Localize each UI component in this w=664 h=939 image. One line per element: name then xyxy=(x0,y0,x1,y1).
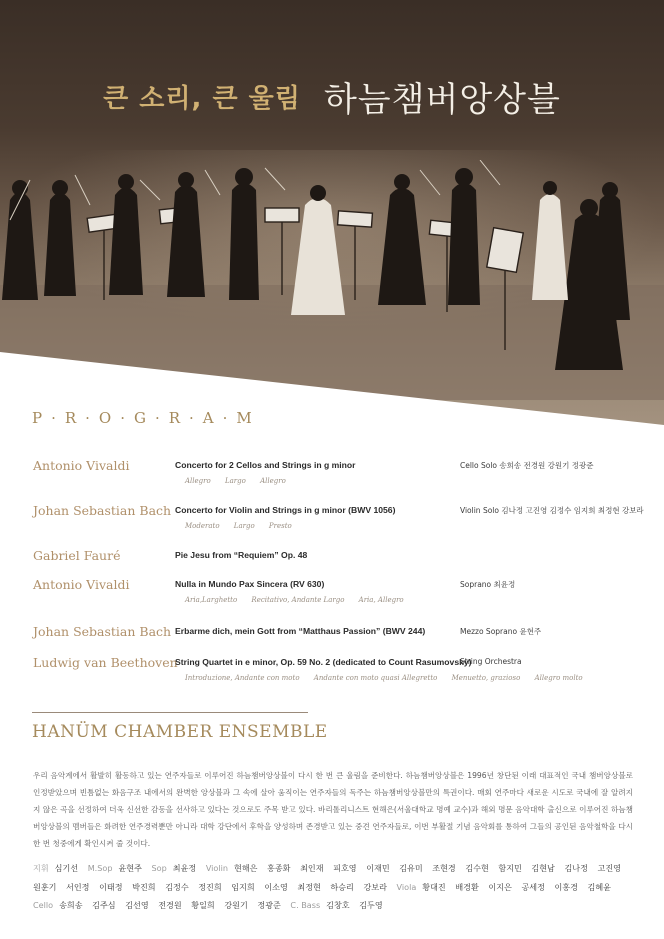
ensemble-name-ko: 하늠챔버앙상블 xyxy=(323,80,561,120)
movements xyxy=(185,522,304,530)
section-divider xyxy=(32,712,308,713)
roster-role-label: Violin xyxy=(205,863,228,873)
roster-member-name: 김주심 xyxy=(92,900,116,910)
roster-member-name: 현해은 xyxy=(234,863,258,873)
roster-member-name: 이태정 xyxy=(99,881,123,892)
movements xyxy=(185,674,595,682)
roster-member-name: 박진희 xyxy=(132,881,156,892)
program-heading: P·R·O·G·R·A·M xyxy=(32,409,261,427)
movements xyxy=(185,477,298,485)
roster-member-name: 공세정 xyxy=(521,881,545,892)
roster-member-name: 이소영 xyxy=(264,881,288,892)
ensemble-heading: HANÜM CHAMBER ENSEMBLE xyxy=(32,722,328,742)
roster-member-name: 하승리 xyxy=(330,881,354,892)
roster-member-name: 심기선 xyxy=(54,863,79,873)
roster-member-name: 강원기 xyxy=(224,900,248,910)
work-title: Concerto for 2 Cellos and Strings in g minor xyxy=(175,460,356,470)
composer: Gabriel Fauré xyxy=(33,548,121,563)
movement: Introduzione, Andante con moto xyxy=(185,674,300,682)
hero-slogan: 큰 소리, 큰 울림 xyxy=(103,84,301,114)
roster-member-name: 전경원 xyxy=(158,900,182,910)
movement: Recitativo, Andante Largo xyxy=(251,596,345,604)
performer: Violin Solo 김나정 고진영 김정수 임지희 최정현 강보라 xyxy=(460,506,644,515)
composer: Ludwig van Beethoven xyxy=(33,655,178,670)
performer: Soprano 최윤정 xyxy=(460,580,516,589)
performer: String Orchestra xyxy=(460,657,522,666)
work-title: Erbarme dich, mein Gott from “Matthaus Passion” (BWV 244) xyxy=(175,626,426,636)
roster-role-label: 지휘 xyxy=(33,863,49,873)
roster-member-name: 김수현 xyxy=(465,863,489,873)
roster-member-name: 최윤정 xyxy=(172,863,197,873)
roster-member-name: 김창호 xyxy=(326,900,350,910)
performer: Mezzo Soprano 윤현주 xyxy=(460,627,542,636)
movement: Menuetto, grazioso xyxy=(451,674,521,682)
roster-member-name: 김유미 xyxy=(399,863,423,873)
composer: Johan Sebastian Bach xyxy=(33,624,172,639)
roster-member-name: 서인정 xyxy=(66,881,90,892)
roster-member-name: 윤현주 xyxy=(118,863,142,873)
roster-role-label: M.Sop xyxy=(87,863,113,873)
roster-member-name: 정진희 xyxy=(198,881,222,892)
roster-member-name: 최정현 xyxy=(297,881,321,892)
hero-photo xyxy=(0,0,664,425)
composer: Antonio Vivaldi xyxy=(33,577,130,592)
roster-member-name: 함지민 xyxy=(498,863,522,873)
roster-member-name: 고진영 xyxy=(597,863,621,873)
roster-role-label: Viola xyxy=(396,881,417,892)
movement: Allegro xyxy=(185,477,211,485)
roster-member-name: 정광준 xyxy=(257,900,281,910)
movement: Allegro xyxy=(260,477,286,485)
composer: Antonio Vivaldi xyxy=(33,458,130,473)
roster-member-name: 황대진 xyxy=(422,881,446,892)
movement: Aria, Allegro xyxy=(358,596,404,604)
roster-role-label: C. Bass xyxy=(290,900,321,910)
movement: Allegro molto xyxy=(534,674,583,682)
roster-role-label: Cello xyxy=(33,900,54,910)
movement: Presto xyxy=(268,522,292,530)
roster-member-name: 최인재 xyxy=(300,863,324,873)
roster-role-label: Sop xyxy=(151,863,167,873)
work-title: Nulla in Mundo Pax Sincera (RV 630) xyxy=(175,579,325,589)
roster-member-name: 배경환 xyxy=(455,881,479,892)
roster-member-name: 송희송 xyxy=(59,900,83,910)
roster-member-name: 김혜윤 xyxy=(587,881,611,892)
movement: Largo xyxy=(224,477,246,485)
roster-member-name: 황일희 xyxy=(191,900,215,910)
work-title: String Quartet in e minor, Op. 59 No. 2 (dedicated to Count Rasumovsky) xyxy=(175,657,472,667)
movement: Andante con moto quasi Allegretto xyxy=(313,674,438,682)
hero-diagonal-cut xyxy=(0,0,664,425)
roster-member-name: 김나정 xyxy=(564,863,588,873)
member-roster xyxy=(33,859,633,915)
work-title: Pie Jesu from “Requiem” Op. 48 xyxy=(175,550,308,560)
movement: Largo xyxy=(233,522,255,530)
roster-member-name: 김선영 xyxy=(125,900,149,910)
roster-member-name: 원훈기 xyxy=(33,881,57,892)
movements xyxy=(185,596,416,604)
roster-member-name: 피호영 xyxy=(333,863,357,873)
roster-member-name: 이지은 xyxy=(488,881,512,892)
movement: Aria,Larghetto xyxy=(185,596,238,604)
roster-member-name: 김두영 xyxy=(359,900,383,910)
roster-member-name: 임지희 xyxy=(231,881,255,892)
movement: Moderato xyxy=(185,522,220,530)
roster-member-name: 김현남 xyxy=(531,863,555,873)
work-title: Concerto for Violin and Strings in g minor (BWV 1056) xyxy=(175,505,396,515)
roster-member-name: 이재민 xyxy=(366,863,390,873)
performer: Cello Solo 송희송 전경원 강원기 정광준 xyxy=(460,461,594,470)
roster-member-name: 조현경 xyxy=(432,863,456,873)
roster-member-name: 강보라 xyxy=(363,881,387,892)
roster-member-name: 김정수 xyxy=(165,881,189,892)
roster-member-name: 홍종화 xyxy=(267,863,291,873)
ensemble-description: 우리 음악계에서 활발히 활동하고 있는 연주자들로 이루어진 하늠챔버앙상블이 다시 한 번 큰 울림을 준비한다. 하늠챔버앙상블은 1996년 창단된 이래 대표적인 국내 챔버앙상블로 인정받았으며 빈틈없는 화음구조 내에서의 완벽한 앙상블과 그 속에 살아 움직이는 연주자들의 독주는 하늠챔버앙상블만의 특권이다. 매회 연주마다 새로운 시도로 국내에 잘 알려지지 않은 곡을 선정하여 더욱 신선한 감동을 선사하고 있다는 것으로도 주목 받고 있다. 바리톨리니스트 현해은(서울대학교 명예 교수)과 해외 명문 음악대학 출신으로 이루어진 하늠챔버앙상블의 멤버들은 화려한 연주경력뿐만 아니라 대학 강단에서 후학을 양성하며 존경받고 있는 중견 연주자들로, 이번 부활절 기념 음악회를 통하여 그들의 공인된 음악철학을 다시 한 번 청중에게 확인시켜 줄 것이다. xyxy=(33,771,633,848)
composer: Johan Sebastian Bach xyxy=(33,503,172,518)
roster-member-name: 이홍경 xyxy=(554,881,578,892)
